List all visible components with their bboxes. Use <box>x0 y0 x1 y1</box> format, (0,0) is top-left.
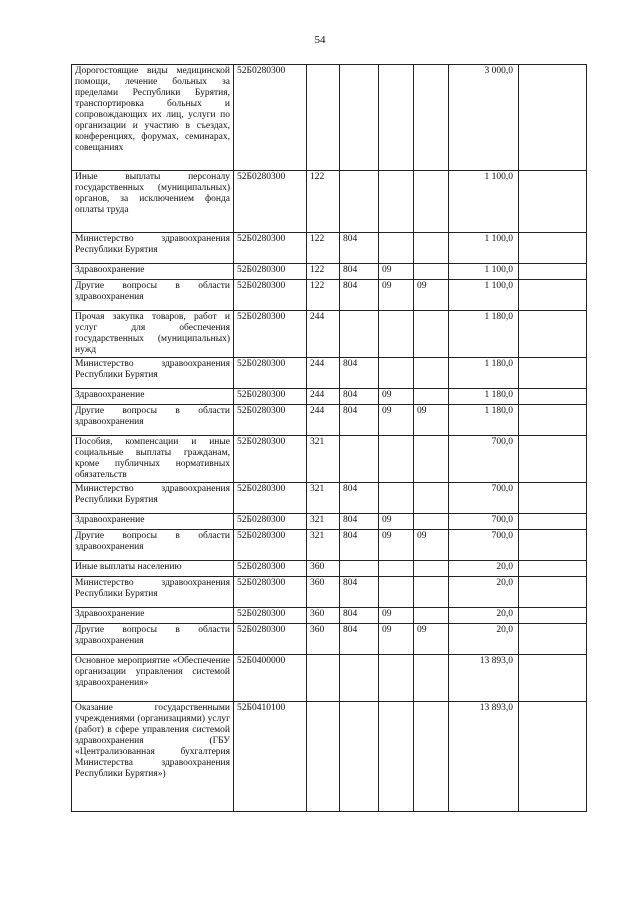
row-description: Прочая закупка товаров, работ и услуг для обеспечения государственных (муниципальных) нужд <box>72 311 234 358</box>
row-expense-type: 321 <box>307 530 340 561</box>
row-amount: 1 100,0 <box>449 171 519 233</box>
row-extra <box>519 405 587 436</box>
row-section-code <box>379 65 414 171</box>
row-extra <box>519 436 587 483</box>
row-ministry-code: 804 <box>340 577 379 608</box>
row-amount: 700,0 <box>449 483 519 514</box>
row-ministry-code <box>340 171 379 233</box>
row-amount: 1 180,0 <box>449 311 519 358</box>
row-expense-type: 244 <box>307 311 340 358</box>
row-amount: 20,0 <box>449 561 519 577</box>
row-extra <box>519 311 587 358</box>
row-target-article: 52Б0280300 <box>234 530 307 561</box>
row-ministry-code <box>340 65 379 171</box>
row-description: Дорогостоящие виды медицинской помощи, лечение больных за пределами Республики Бурятия, транспортировка больных и сопровождающих их лиц, услуги по организации и участию в съездах, конференциях, форумах, семинарах, совещаниях <box>72 65 234 171</box>
row-subsection-code <box>414 702 449 812</box>
row-amount: 20,0 <box>449 608 519 624</box>
row-amount: 1 180,0 <box>449 358 519 389</box>
row-ministry-code: 804 <box>340 233 379 264</box>
row-section-code: 09 <box>379 624 414 655</box>
row-amount: 13 893,0 <box>449 702 519 812</box>
row-ministry-code: 804 <box>340 405 379 436</box>
row-target-article: 52Б0280300 <box>234 171 307 233</box>
row-amount: 700,0 <box>449 436 519 483</box>
row-expense-type: 321 <box>307 436 340 483</box>
row-extra <box>519 389 587 405</box>
row-subsection-code <box>414 655 449 702</box>
row-extra <box>519 514 587 530</box>
row-target-article: 52Б0280300 <box>234 561 307 577</box>
row-description: Министерство здравоохранения Республики Бурятия <box>72 233 234 264</box>
row-expense-type: 244 <box>307 405 340 436</box>
table-row <box>72 702 587 812</box>
row-description: Министерство здравоохранения Республики Бурятия <box>72 577 234 608</box>
row-extra <box>519 655 587 702</box>
row-extra <box>519 577 587 608</box>
table-row <box>72 514 587 530</box>
row-extra <box>519 608 587 624</box>
row-extra <box>519 358 587 389</box>
row-description: Иные выплаты населению <box>72 561 234 577</box>
row-subsection-code <box>414 358 449 389</box>
row-expense-type: 122 <box>307 264 340 280</box>
row-section-code <box>379 655 414 702</box>
row-subsection-code: 09 <box>414 405 449 436</box>
row-ministry-code <box>340 311 379 358</box>
row-expense-type: 244 <box>307 389 340 405</box>
row-amount: 1 100,0 <box>449 233 519 264</box>
row-subsection-code <box>414 577 449 608</box>
row-description: Другие вопросы в области здравоохранения <box>72 405 234 436</box>
row-section-code <box>379 171 414 233</box>
row-section-code <box>379 577 414 608</box>
row-target-article: 52Б0280300 <box>234 483 307 514</box>
row-target-article: 52Б0280300 <box>234 358 307 389</box>
row-extra <box>519 280 587 311</box>
row-ministry-code: 804 <box>340 624 379 655</box>
row-subsection-code <box>414 483 449 514</box>
table-row <box>72 436 587 483</box>
row-subsection-code: 09 <box>414 624 449 655</box>
table-row <box>72 389 587 405</box>
row-description: Здравоохранение <box>72 264 234 280</box>
row-subsection-code: 09 <box>414 280 449 311</box>
row-extra <box>519 171 587 233</box>
table-row <box>72 264 587 280</box>
row-expense-type: 321 <box>307 483 340 514</box>
table-row <box>72 311 587 358</box>
row-subsection-code <box>414 389 449 405</box>
row-expense-type: 360 <box>307 624 340 655</box>
row-ministry-code <box>340 436 379 483</box>
row-extra <box>519 702 587 812</box>
row-ministry-code <box>340 561 379 577</box>
row-section-code <box>379 436 414 483</box>
table-row <box>72 405 587 436</box>
row-expense-type: 122 <box>307 233 340 264</box>
row-target-article: 52Б0280300 <box>234 264 307 280</box>
row-target-article: 52Б0400000 <box>234 655 307 702</box>
row-ministry-code: 804 <box>340 530 379 561</box>
table-row <box>72 483 587 514</box>
row-expense-type: 360 <box>307 577 340 608</box>
row-subsection-code <box>414 171 449 233</box>
row-target-article: 52Б0280300 <box>234 624 307 655</box>
row-target-article: 52Б0280300 <box>234 311 307 358</box>
row-expense-type <box>307 65 340 171</box>
row-description: Иные выплаты персоналу государственных (муниципальных) органов, за исключением фонда оплаты труда <box>72 171 234 233</box>
row-expense-type: 360 <box>307 608 340 624</box>
row-ministry-code: 804 <box>340 264 379 280</box>
row-target-article: 52Б0280300 <box>234 608 307 624</box>
row-expense-type: 122 <box>307 171 340 233</box>
row-ministry-code: 804 <box>340 483 379 514</box>
row-subsection-code <box>414 436 449 483</box>
row-section-code: 09 <box>379 608 414 624</box>
row-extra <box>519 624 587 655</box>
row-extra <box>519 530 587 561</box>
row-description: Министерство здравоохранения Республики Бурятия <box>72 358 234 389</box>
row-section-code <box>379 702 414 812</box>
row-extra <box>519 65 587 171</box>
row-section-code <box>379 561 414 577</box>
row-ministry-code <box>340 655 379 702</box>
row-ministry-code: 804 <box>340 358 379 389</box>
row-amount: 3 000,0 <box>449 65 519 171</box>
row-target-article: 52Б0280300 <box>234 436 307 483</box>
row-target-article: 52Б0280300 <box>234 65 307 171</box>
row-section-code: 09 <box>379 389 414 405</box>
row-subsection-code <box>414 264 449 280</box>
table-row <box>72 171 587 233</box>
row-ministry-code: 804 <box>340 514 379 530</box>
row-description: Другие вопросы в области здравоохранения <box>72 280 234 311</box>
row-subsection-code <box>414 561 449 577</box>
row-target-article: 52Б0280300 <box>234 389 307 405</box>
row-subsection-code <box>414 608 449 624</box>
row-target-article: 52Б0280300 <box>234 233 307 264</box>
row-section-code: 09 <box>379 280 414 311</box>
table-row <box>72 65 587 171</box>
row-section-code <box>379 483 414 514</box>
row-amount: 20,0 <box>449 624 519 655</box>
table-row <box>72 530 587 561</box>
table-row <box>72 233 587 264</box>
row-description: Здравоохранение <box>72 389 234 405</box>
row-subsection-code <box>414 65 449 171</box>
row-section-code <box>379 311 414 358</box>
row-ministry-code: 804 <box>340 389 379 405</box>
row-expense-type <box>307 702 340 812</box>
table-row <box>72 608 587 624</box>
row-description: Пособия, компенсации и иные социальные выплаты гражданам, кроме публичных нормативных обязательств <box>72 436 234 483</box>
row-section-code <box>379 358 414 389</box>
row-ministry-code <box>340 702 379 812</box>
table-row <box>72 624 587 655</box>
row-amount: 700,0 <box>449 514 519 530</box>
row-amount: 1 180,0 <box>449 389 519 405</box>
row-expense-type: 360 <box>307 561 340 577</box>
table-row <box>72 358 587 389</box>
row-section-code: 09 <box>379 514 414 530</box>
table-body <box>72 65 587 812</box>
row-expense-type <box>307 655 340 702</box>
row-ministry-code: 804 <box>340 608 379 624</box>
row-description: Другие вопросы в области здравоохранения <box>72 624 234 655</box>
budget-table <box>71 64 587 812</box>
row-target-article: 52Б0280300 <box>234 514 307 530</box>
row-amount: 700,0 <box>449 530 519 561</box>
row-section-code: 09 <box>379 530 414 561</box>
row-target-article: 52Б0280300 <box>234 405 307 436</box>
row-description: Здравоохранение <box>72 514 234 530</box>
row-extra <box>519 561 587 577</box>
page-number: 54 <box>314 34 326 46</box>
row-section-code <box>379 233 414 264</box>
row-amount: 1 180,0 <box>449 405 519 436</box>
row-extra <box>519 264 587 280</box>
table-row <box>72 655 587 702</box>
row-subsection-code <box>414 311 449 358</box>
row-ministry-code: 804 <box>340 280 379 311</box>
table-row <box>72 577 587 608</box>
row-section-code: 09 <box>379 405 414 436</box>
row-expense-type: 122 <box>307 280 340 311</box>
row-description: Министерство здравоохранения Республики Бурятия <box>72 483 234 514</box>
row-amount: 1 100,0 <box>449 280 519 311</box>
row-expense-type: 321 <box>307 514 340 530</box>
row-target-article: 52Б0410100 <box>234 702 307 812</box>
row-amount: 20,0 <box>449 577 519 608</box>
table-row <box>72 280 587 311</box>
row-expense-type: 244 <box>307 358 340 389</box>
row-extra <box>519 483 587 514</box>
row-subsection-code <box>414 514 449 530</box>
row-extra <box>519 233 587 264</box>
row-description: Другие вопросы в области здравоохранения <box>72 530 234 561</box>
row-amount: 13 893,0 <box>449 655 519 702</box>
row-target-article: 52Б0280300 <box>234 280 307 311</box>
row-target-article: 52Б0280300 <box>234 577 307 608</box>
row-section-code: 09 <box>379 264 414 280</box>
row-subsection-code <box>414 233 449 264</box>
row-description: Оказание государственными учреждениями (организациями) услуг (работ) в сфере управления системой здравоохранения (ГБУ «Централизованная бухгалтерия Министерства здравоохранения Республики Бурятия») <box>72 702 234 812</box>
row-subsection-code: 09 <box>414 530 449 561</box>
row-amount: 1 100,0 <box>449 264 519 280</box>
row-description: Здравоохранение <box>72 608 234 624</box>
row-description: Основное мероприятие «Обеспечение организации управления системой здравоохранения» <box>72 655 234 702</box>
table-row <box>72 561 587 577</box>
